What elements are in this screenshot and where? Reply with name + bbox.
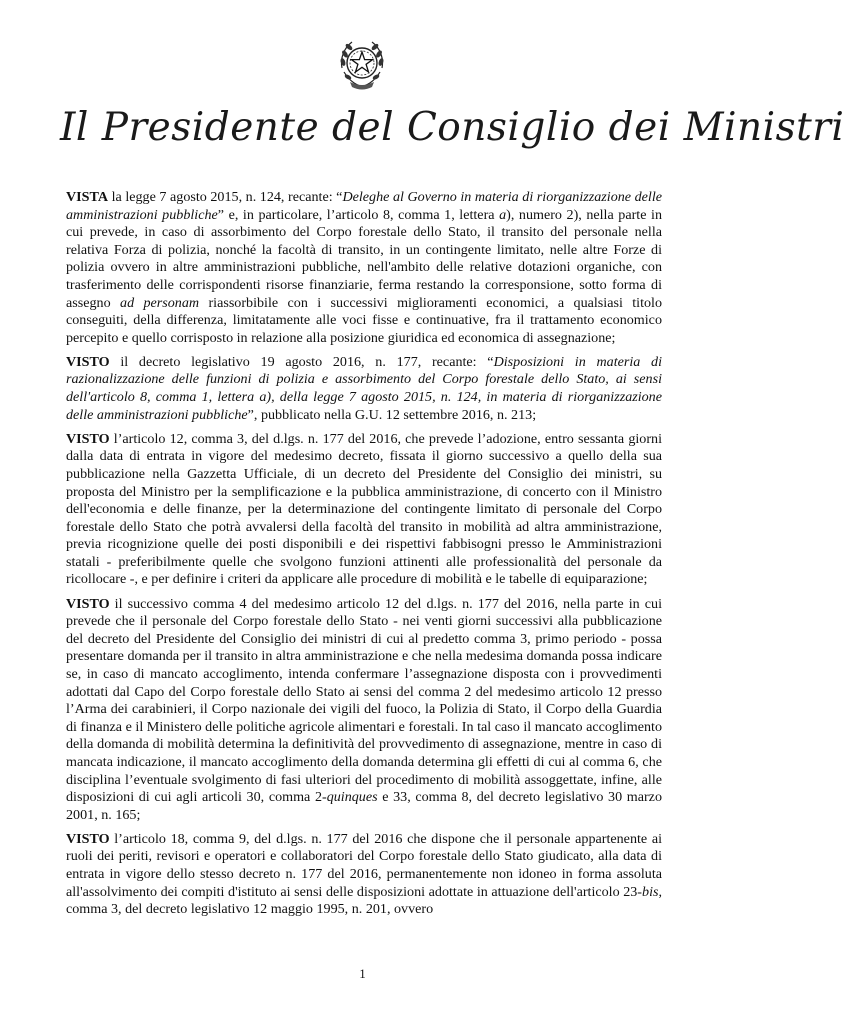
paragraph-text: , comma 3, del decreto legislativo 12 maggio 1995, n. 201, ovvero: [66, 883, 662, 918]
paragraph-text: il decreto legislativo 19 agosto 2016, n. 177, recante: “: [109, 353, 494, 370]
recital-paragraph: [66, 189, 662, 347]
recital-lead: VISTO: [66, 595, 110, 612]
paragraph-text: la legge 7 agosto 2015, n. 124, recante: “: [108, 189, 343, 205]
italic-text: Deleghe al Governo in materia di riorganizzazione delle amministrazioni pubbliche: [66, 189, 662, 223]
recital-paragraph: [66, 431, 662, 589]
paragraph-text: l’articolo 12, comma 3, del d.lgs. n. 177 del 2016, che prevede l’adozione, entro sessanta giorni dalla data di entrata in vigore del medesimo decreto, fissata il giorno successivo a quello della sua pubblicazione nella Gazzetta Ufficiale, di un decreto del Presidente del Consiglio dei ministri, su proposta del Ministro per la semplificazione e la pubblica amministrazione, di concerto con il Ministro dell'economia e delle finanze, per la determinazione del contingente limitato di personale del Corpo forestale dello Stato che potrà avvalersi della facoltà del transito in mobilità ad altra amministrazione, previa ricognizione quelle dei posti disponibili e dei rispettivi fabbisogni presso le Amministrazioni statali - preferibilmente quelle che svolgono funzioni attinenti alle professionalità del personale da ricollocare -, e per definire i criteri da applicare alle procedure di mobilità e le tabelle di equiparazione;: [66, 430, 662, 588]
paragraph-text: ”, pubblicato nella G.U. 12 settembre 2016, n. 213;: [247, 406, 537, 423]
recital-paragraph: [66, 831, 662, 919]
recital-paragraph: [66, 596, 662, 825]
page-title: Il Presidente del Consiglio dei Ministri: [60, 105, 844, 150]
paragraph-text: riassorbibile con i successivi miglioramenti economici, a qualsiasi titolo conseguiti, della differenza, limitatamente alle voci fisse e continuative, fra il trattamento economico percepito e quello corrisposto in relazione alla posizione giuridica ed economica di assegnazione;: [66, 294, 663, 346]
recital-lead: VISTO: [66, 430, 110, 447]
recital-lead: VISTO: [66, 830, 110, 847]
paragraph-text: e 33, comma 8, del decreto legislativo 30 marzo 2001, n. 165;: [66, 789, 662, 823]
page-number: 1: [359, 966, 366, 981]
paragraph-text: ” e, in particolare, l’articolo 8, comma 1, lettera: [217, 206, 500, 223]
paragraph-text: l’articolo 18, comma 9, del d.lgs. n. 177 del 2016 che dispone che il personale appartenente ai ruoli dei periti, revisori e operatori e collaboratori del Corpo forestale dello Stato giudicato, alla data di entrata in vigore dello stesso decreto n. 177 del 2016, permanentemente non idoneo in forma assoluta all'assolvimento dei compiti d'istituto ai sensi delle disposizioni adottate in attuazione dell'articolo 23-: [66, 830, 662, 900]
italic-text: bis: [642, 883, 659, 900]
italic-text: ad personam: [120, 294, 200, 311]
italic-text: Disposizioni in materia di razionalizzazione delle funzioni di polizia e assorbimento del Corpo forestale dello Stato, ai sensi dell'articolo 8, comma 1, lettera a), della legge 7 agosto 2015, n. 124, in materia di riorganizzazione delle amministrazioni pubbliche: [66, 353, 663, 423]
paragraph-text: il successivo comma 4 del medesimo articolo 12 del d.lgs. n. 177 del 2016, nella parte in cui prevede che il personale del Corpo forestale dello Stato - nei venti giorni successivi alla pubblicazione del decreto del Presidente del Consiglio dei ministri di cui al predetto comma 3, primo periodo - possa presentare domanda per il transito in altra amministrazione e che nella medesima domanda possa indicare se, in caso di mancato accoglimento, intenda confermare l’assegnazione disposta con i provvedimenti adottati dal Capo del Corpo forestale dello Stato ai sensi del comma 2 del medesimo articolo 12 presso l’Arma dei carabinieri, il Corpo nazionale dei vigili del fuoco, la Polizia di Stato, il Corpo della Guardia di finanza e il Ministero delle politiche agricole alimentari e forestali. In tal caso il mancato accoglimento della domanda di mobilità determina la definitività del provvedimento di assegnazione, mentre in caso di mancata indicazione, il mancato accoglimento della domanda determina gli effetti di cui al comma 6, che disciplina l’eventuale svolgimento di fasi ulteriori del procedimento di mobilità assoggettate, infine, alle disposizioni di cui agli articoli 30, comma 2-: [66, 595, 662, 806]
recital-lead: VISTO: [66, 353, 110, 370]
italian-republic-emblem-icon: [332, 32, 392, 92]
italic-text: quinques: [326, 789, 378, 806]
document-body: [66, 189, 662, 925]
italic-text: a: [499, 206, 507, 223]
paragraph-text: ), numero 2), nella parte in cui prevede, in caso di assorbimento del Corpo forestale dello Stato, il transito del personale nella relativa Forza di polizia, nonché la facoltà di transito, in un contingente limitato, nelle altre Forze di polizia ovvero in altre amministrazioni pubbliche, nell'ambito delle relative dotazioni organiche, con trasferimento delle corrispondenti risorse finanziarie, ferma restando la corresponsione, sotto forma di assegno: [66, 206, 662, 311]
recital-paragraph: [66, 354, 662, 424]
recital-lead: VISTA: [66, 189, 109, 205]
